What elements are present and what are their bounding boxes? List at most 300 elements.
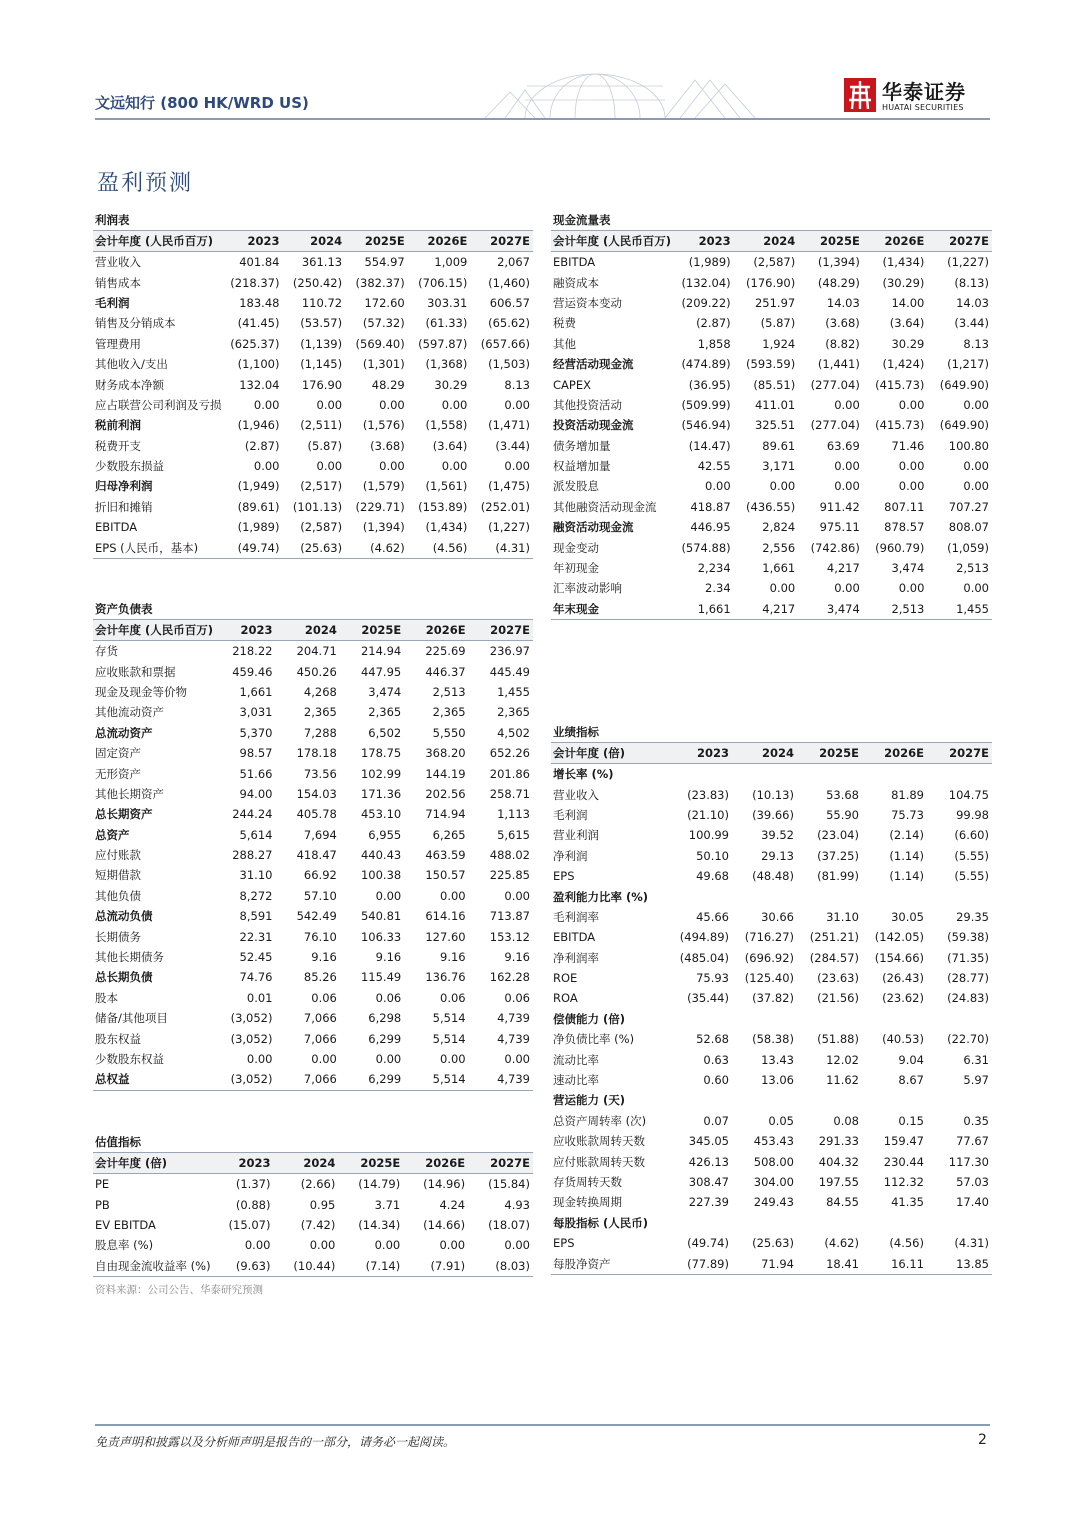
cell-value: (436.55) (746, 499, 796, 514)
cell-value: 0.00 (244, 1238, 271, 1253)
cell-value: 73.56 (303, 766, 337, 781)
cell-value: 0.00 (898, 581, 925, 596)
column-header-year: 2023 (247, 234, 280, 248)
cell-value: (7.42) (300, 1217, 336, 1232)
cell-value: 0.00 (309, 1238, 336, 1253)
cell-value: (14.34) (358, 1217, 401, 1232)
cell-value: 127.60 (425, 929, 466, 944)
table-row (93, 436, 533, 456)
cell-value: 99.98 (956, 807, 989, 822)
cell-value: 225.69 (425, 644, 466, 659)
row-label: 营业收入 (553, 787, 599, 802)
cell-value: 98.57 (239, 746, 273, 761)
cell-value: 445.49 (489, 664, 530, 679)
cell-value: (742.86) (810, 540, 860, 555)
table-row (551, 886, 992, 906)
row-label: 营运资本变动 (553, 295, 622, 310)
cell-value: 707.27 (948, 499, 989, 514)
cell-value: (284.57) (809, 950, 859, 965)
cell-value: 0.08 (833, 1113, 859, 1128)
table-row (93, 804, 533, 824)
cell-value: (509.99) (681, 397, 731, 412)
cell-value: 13.06 (761, 1073, 794, 1088)
row-label: 应付账款周转天数 (553, 1154, 645, 1169)
cell-value: (649.90) (939, 377, 989, 392)
logo-name-en: HUATAI SECURITIES (882, 103, 964, 112)
cell-value: 2,513 (956, 561, 989, 576)
table-row (93, 1256, 533, 1277)
cell-value: (132.04) (681, 275, 731, 290)
table-row (551, 1090, 992, 1110)
cell-value: 7,066 (303, 1072, 337, 1087)
globe-graphic (465, 70, 765, 118)
cell-value: 2,365 (432, 705, 466, 720)
cell-value: (1,441) (817, 357, 860, 372)
cell-value: 508.00 (753, 1154, 794, 1169)
table-row (551, 927, 992, 947)
column-header-year: 2024 (761, 746, 794, 760)
row-label: 速动比率 (553, 1073, 599, 1088)
table-row (93, 906, 533, 926)
table-row (551, 846, 992, 866)
cell-value: 714.94 (425, 807, 466, 822)
cell-value: 440.43 (360, 848, 402, 863)
row-label: 其他收入/支出 (95, 357, 168, 372)
table-row (551, 436, 992, 456)
cell-value: 31.10 (239, 868, 273, 883)
cell-value: 4,217 (826, 561, 860, 576)
cell-value: (706.15) (418, 275, 468, 290)
table-row (93, 293, 533, 313)
cell-value: 2,513 (432, 684, 466, 699)
row-label: 年末现金 (553, 601, 599, 616)
table-row (551, 948, 992, 968)
row-label: 销售及分销成本 (95, 316, 176, 331)
cell-value: (2,587) (753, 255, 796, 270)
cell-value: 291.33 (818, 1134, 859, 1149)
cell-value: 447.95 (360, 664, 402, 679)
table-row (93, 395, 533, 415)
cell-value: (1,503) (488, 357, 530, 372)
cell-value: 117.30 (948, 1154, 989, 1169)
cell-value: 463.59 (425, 848, 466, 863)
table-row (551, 1151, 992, 1171)
cell-value: (49.74) (237, 540, 280, 555)
cell-value: (229.71) (355, 499, 405, 514)
table-caption-row (93, 599, 533, 620)
cell-value: 9.16 (375, 950, 402, 965)
cell-value: (7.91) (430, 1258, 466, 1273)
cell-value: 361.13 (301, 255, 343, 270)
cell-value: 308.47 (688, 1175, 729, 1189)
row-label: EPS (人民币，基本) (95, 540, 199, 555)
cell-value: (36.95) (688, 377, 731, 392)
cell-value: 13.43 (761, 1052, 794, 1067)
valuation-metrics-table (93, 1132, 533, 1277)
cell-value: 9.04 (898, 1052, 924, 1067)
row-label: 应收账款和票据 (95, 664, 176, 679)
row-label: 税费开支 (95, 438, 141, 453)
cell-value: 178.18 (296, 746, 337, 761)
table-row (551, 1009, 992, 1029)
cell-value: 411.01 (754, 397, 796, 412)
cell-value: 614.16 (425, 909, 466, 924)
cell-value: 5,514 (432, 1072, 466, 1087)
table-row (93, 661, 533, 681)
cell-value: (58.38) (752, 1032, 794, 1047)
row-label: 现金变动 (553, 540, 599, 555)
row-label: 折旧和摊销 (95, 499, 153, 514)
header-divider (95, 118, 990, 120)
cell-value (927, 764, 992, 785)
row-label: CAPEX (553, 377, 591, 392)
cell-value: 7,066 (303, 1011, 337, 1026)
cell-value: 71.94 (761, 1256, 794, 1271)
cell-value: (218.37) (230, 275, 280, 290)
table-row (93, 252, 533, 273)
table-row (551, 1192, 992, 1212)
cell-value (732, 764, 797, 785)
report-title: 文远知行 (800 HK/WRD US) (95, 94, 309, 112)
cell-value: (22.70) (947, 1032, 989, 1047)
cell-value: (125.40) (744, 971, 794, 986)
table-caption: 估值指标 (95, 1135, 141, 1149)
cell-value: 50.10 (696, 848, 729, 863)
table-caption-row (551, 722, 992, 743)
cell-value: 288.27 (232, 848, 273, 863)
cell-value: (569.40) (355, 336, 405, 351)
cell-value: 0.06 (440, 990, 466, 1005)
cell-value: 89.61 (762, 438, 796, 453)
cell-value: 258.71 (489, 786, 530, 801)
cell-value: (21.56) (817, 991, 859, 1006)
cell-value: 53.68 (826, 787, 859, 802)
row-label: 少数股东权益 (95, 1052, 164, 1066)
row-label: EV EBITDA (95, 1217, 156, 1232)
cell-value: 84.55 (826, 1195, 859, 1210)
cell-value: 303.31 (427, 295, 468, 310)
page-header (95, 70, 990, 122)
cell-value: (3.68) (370, 438, 405, 453)
cell-value (862, 1090, 927, 1110)
cell-value: 5.97 (963, 1073, 989, 1088)
cell-value: (4.31) (495, 540, 530, 555)
row-label: 财务成本净额 (95, 377, 164, 392)
cell-value: (14.79) (358, 1177, 401, 1192)
row-label: 应付账款 (95, 848, 141, 863)
cell-value: (4.56) (889, 1236, 924, 1251)
row-label: 融资成本 (553, 275, 599, 290)
cell-value: (23.83) (687, 787, 729, 802)
cell-value: (30.29) (882, 275, 925, 290)
table-row (551, 1233, 992, 1253)
row-label: 偿债能力 (倍) (553, 1011, 626, 1026)
column-header-year: 2025E (364, 234, 405, 248)
column-header-label: 会计年度 (倍) (95, 1156, 168, 1170)
cell-value: 0.06 (311, 990, 337, 1005)
row-label: 税费 (553, 316, 576, 331)
cell-value: 201.86 (489, 766, 530, 781)
cell-value: (1,460) (488, 275, 530, 290)
cell-value: (5.55) (954, 869, 989, 884)
cell-value: (1,217) (947, 357, 989, 372)
cell-value: (41.45) (237, 316, 280, 331)
cell-value (927, 1213, 992, 1233)
cell-value: 4,502 (497, 725, 530, 740)
cell-value: 4,739 (497, 1011, 530, 1026)
cell-value: 5,615 (497, 827, 530, 842)
row-label: 现金转换周期 (553, 1195, 622, 1210)
cell-value: 154.03 (296, 786, 337, 801)
cell-value: 0.00 (963, 479, 989, 494)
cell-value: 9.16 (504, 950, 530, 965)
cell-value: 8.13 (504, 377, 530, 392)
row-label: 股息率 (%) (95, 1238, 154, 1253)
table-header-row (93, 1153, 533, 1174)
table-caption-row (93, 1132, 533, 1153)
cell-value: (1,475) (488, 479, 530, 494)
row-label: 其他长期资产 (95, 786, 164, 801)
table-row (551, 784, 992, 804)
cell-value: (3,052) (230, 1031, 273, 1046)
cell-value: (277.04) (810, 377, 860, 392)
cell-value: 42.55 (697, 459, 731, 474)
cell-value: 1,661 (239, 684, 273, 699)
column-header-year: 2025E (361, 623, 402, 637)
cell-value: (1,949) (237, 479, 280, 494)
row-label: EBITDA (95, 520, 138, 535)
cell-value: (40.53) (882, 1032, 924, 1047)
cell-value: 1,661 (697, 601, 731, 616)
cell-value: 132.04 (239, 377, 280, 392)
cell-value: 2,365 (497, 705, 530, 720)
cell-value: 606.57 (489, 295, 530, 310)
cell-value: (251.21) (809, 930, 859, 945)
row-label: 派发股息 (553, 479, 599, 494)
cell-value (927, 886, 992, 906)
row-label: 毛利润 (95, 295, 130, 310)
cell-value: (574.88) (681, 540, 731, 555)
table-row (551, 395, 992, 415)
cell-value: 159.47 (883, 1134, 924, 1149)
table-row (551, 415, 992, 435)
cell-value: (1,394) (817, 255, 860, 270)
table-row (551, 537, 992, 557)
cell-value: 14.00 (891, 295, 925, 310)
table-row (551, 866, 992, 886)
cell-value: (176.90) (746, 275, 796, 290)
cell-value: 172.60 (364, 295, 405, 310)
cell-value: 202.56 (425, 786, 466, 801)
cell-value: 7,288 (303, 725, 337, 740)
cell-value: (8.13) (954, 275, 989, 290)
cell-value: 171.36 (360, 786, 402, 801)
column-header-year: 2025E (819, 234, 860, 248)
table-row (551, 1070, 992, 1090)
cell-value: (25.63) (300, 540, 343, 555)
cell-value: 51.66 (239, 766, 273, 781)
table-row (93, 476, 533, 496)
row-label: 存货 (95, 644, 118, 659)
cell-value: 49.68 (696, 869, 729, 884)
row-label: 其他 (553, 336, 576, 351)
table-row (551, 313, 992, 333)
cell-value: 39.52 (761, 828, 794, 843)
table-row (93, 1008, 533, 1028)
table-row (93, 334, 533, 354)
cell-value: 30.29 (434, 377, 468, 392)
table-header-row (551, 743, 992, 764)
cell-value: 2,365 (368, 705, 402, 720)
table-row (551, 252, 992, 273)
row-label: 净利润 (553, 848, 588, 863)
cell-value: (23.04) (817, 828, 859, 843)
column-header-year: 2026E (884, 234, 925, 248)
table-row (93, 1215, 533, 1235)
cell-value: (4.31) (954, 1236, 989, 1251)
cell-value: 446.95 (690, 520, 731, 535)
cell-value: 0.00 (379, 397, 405, 412)
table-row (551, 456, 992, 476)
cashflow-statement-table (551, 210, 992, 620)
table-row (93, 374, 533, 394)
row-label: 总资产周转率 (次) (553, 1113, 647, 1128)
cell-value: (2.66) (300, 1177, 336, 1192)
cell-value: (5.87) (307, 438, 343, 453)
cell-value: (51.88) (817, 1032, 859, 1047)
table-row (551, 1253, 992, 1274)
cell-value: (3,052) (230, 1011, 273, 1026)
cell-value (797, 1213, 862, 1233)
cell-value: 6,298 (368, 1011, 402, 1026)
cell-value: (5.55) (954, 848, 989, 863)
logo-name-cn: 华泰证券 (882, 80, 966, 104)
row-label: 营业收入 (95, 255, 141, 270)
cell-value: (57.32) (362, 316, 405, 331)
row-label: 自由现金流收益率 (%) (95, 1258, 211, 1273)
row-label: 少数股东损益 (95, 459, 164, 474)
cell-value: (1,227) (947, 255, 989, 270)
cell-value: (6.60) (954, 828, 989, 843)
cell-value: (2,511) (300, 418, 343, 433)
cell-value: 112.32 (883, 1175, 924, 1189)
cell-value: (142.05) (874, 930, 924, 945)
row-label: 其他流动资产 (95, 705, 164, 720)
row-label: 毛利润率 (553, 909, 599, 924)
table-row (93, 415, 533, 435)
cell-value: (61.33) (425, 316, 468, 331)
cell-value: 5,514 (432, 1011, 466, 1026)
cell-value: 14.03 (826, 295, 860, 310)
cell-value: (14.66) (423, 1217, 466, 1232)
row-label: 净负债比率 (%) (553, 1032, 635, 1047)
column-header-year: 2023 (698, 234, 731, 248)
cell-value: 453.10 (360, 807, 402, 822)
cell-value: 85.26 (303, 970, 337, 985)
page-heading: 盈利预测 (97, 171, 194, 196)
row-label: 年初现金 (553, 561, 599, 576)
row-label: 总权益 (95, 1072, 130, 1087)
row-label: 经营活动现金流 (553, 357, 634, 372)
cell-value: (71.35) (947, 950, 989, 965)
cell-value: 115.49 (360, 970, 402, 985)
data-source-note: 资料来源：公司公告、华泰研究预测 (95, 1284, 263, 1296)
cell-value: (3.64) (432, 438, 468, 453)
cell-value: 29.35 (956, 909, 989, 924)
cell-value: 325.51 (754, 418, 796, 433)
cell-value: (250.42) (292, 275, 343, 290)
cell-value (732, 1009, 797, 1029)
cell-value: 30.29 (891, 336, 925, 351)
cell-value: 0.63 (703, 1052, 729, 1067)
cell-value: (2.87) (244, 438, 280, 453)
cell-value: 450.26 (296, 664, 337, 679)
cell-value: 9.16 (440, 950, 466, 965)
cell-value (862, 886, 927, 906)
cell-value: (1,100) (237, 357, 280, 372)
table-row (93, 865, 533, 885)
cell-value: (154.66) (874, 950, 924, 965)
cell-value: 0.00 (898, 397, 925, 412)
cell-value: 0.00 (439, 1238, 466, 1253)
cell-value: 16.11 (891, 1256, 924, 1271)
cell-value (669, 1213, 732, 1233)
cell-value: 249.43 (753, 1195, 794, 1210)
cell-value: 304.00 (753, 1175, 794, 1189)
cell-value: 1,924 (762, 336, 796, 351)
cell-value: 110.72 (301, 295, 343, 310)
cell-value: (649.90) (939, 418, 989, 433)
cell-value: (49.74) (687, 1236, 729, 1251)
cell-value: 2,067 (497, 255, 530, 270)
cell-value: 218.22 (232, 644, 273, 659)
cell-value: 0.05 (768, 1113, 794, 1128)
cell-value: (1,139) (300, 336, 343, 351)
column-header-year: 2025E (819, 746, 859, 760)
column-header-year: 2024 (310, 234, 343, 248)
row-label: 短期借款 (95, 868, 141, 883)
cell-value (669, 1009, 732, 1029)
cell-value: (18.07) (488, 1217, 530, 1232)
cell-value: (277.04) (810, 418, 860, 433)
table-row (551, 1029, 992, 1049)
cell-value: 4.24 (439, 1197, 466, 1212)
cell-value: 540.81 (360, 909, 402, 924)
cell-value: 0.00 (379, 459, 405, 474)
cell-value: 2,234 (697, 561, 731, 576)
table-row (93, 354, 533, 374)
income-statement-table (93, 210, 533, 559)
row-label: 税前利润 (95, 418, 141, 433)
cell-value: 48.29 (371, 377, 405, 392)
cell-value: 0.00 (834, 459, 860, 474)
cell-value: 2,824 (762, 520, 796, 535)
cell-value: (1,301) (362, 357, 405, 372)
cell-value: (657.66) (480, 336, 530, 351)
cell-value: 7,694 (303, 827, 337, 842)
row-label: 总资产 (95, 827, 130, 842)
table-caption-row (93, 210, 533, 231)
cell-value: 0.00 (769, 479, 796, 494)
cell-value: 214.94 (360, 644, 402, 659)
cell-value: 5,614 (239, 827, 273, 842)
cell-value: 345.05 (688, 1134, 729, 1149)
cell-value: (1,989) (688, 255, 731, 270)
table-row (551, 599, 992, 620)
cell-value: (3.44) (495, 438, 530, 453)
cell-value: (25.63) (752, 1236, 794, 1251)
table-row (93, 1235, 533, 1255)
